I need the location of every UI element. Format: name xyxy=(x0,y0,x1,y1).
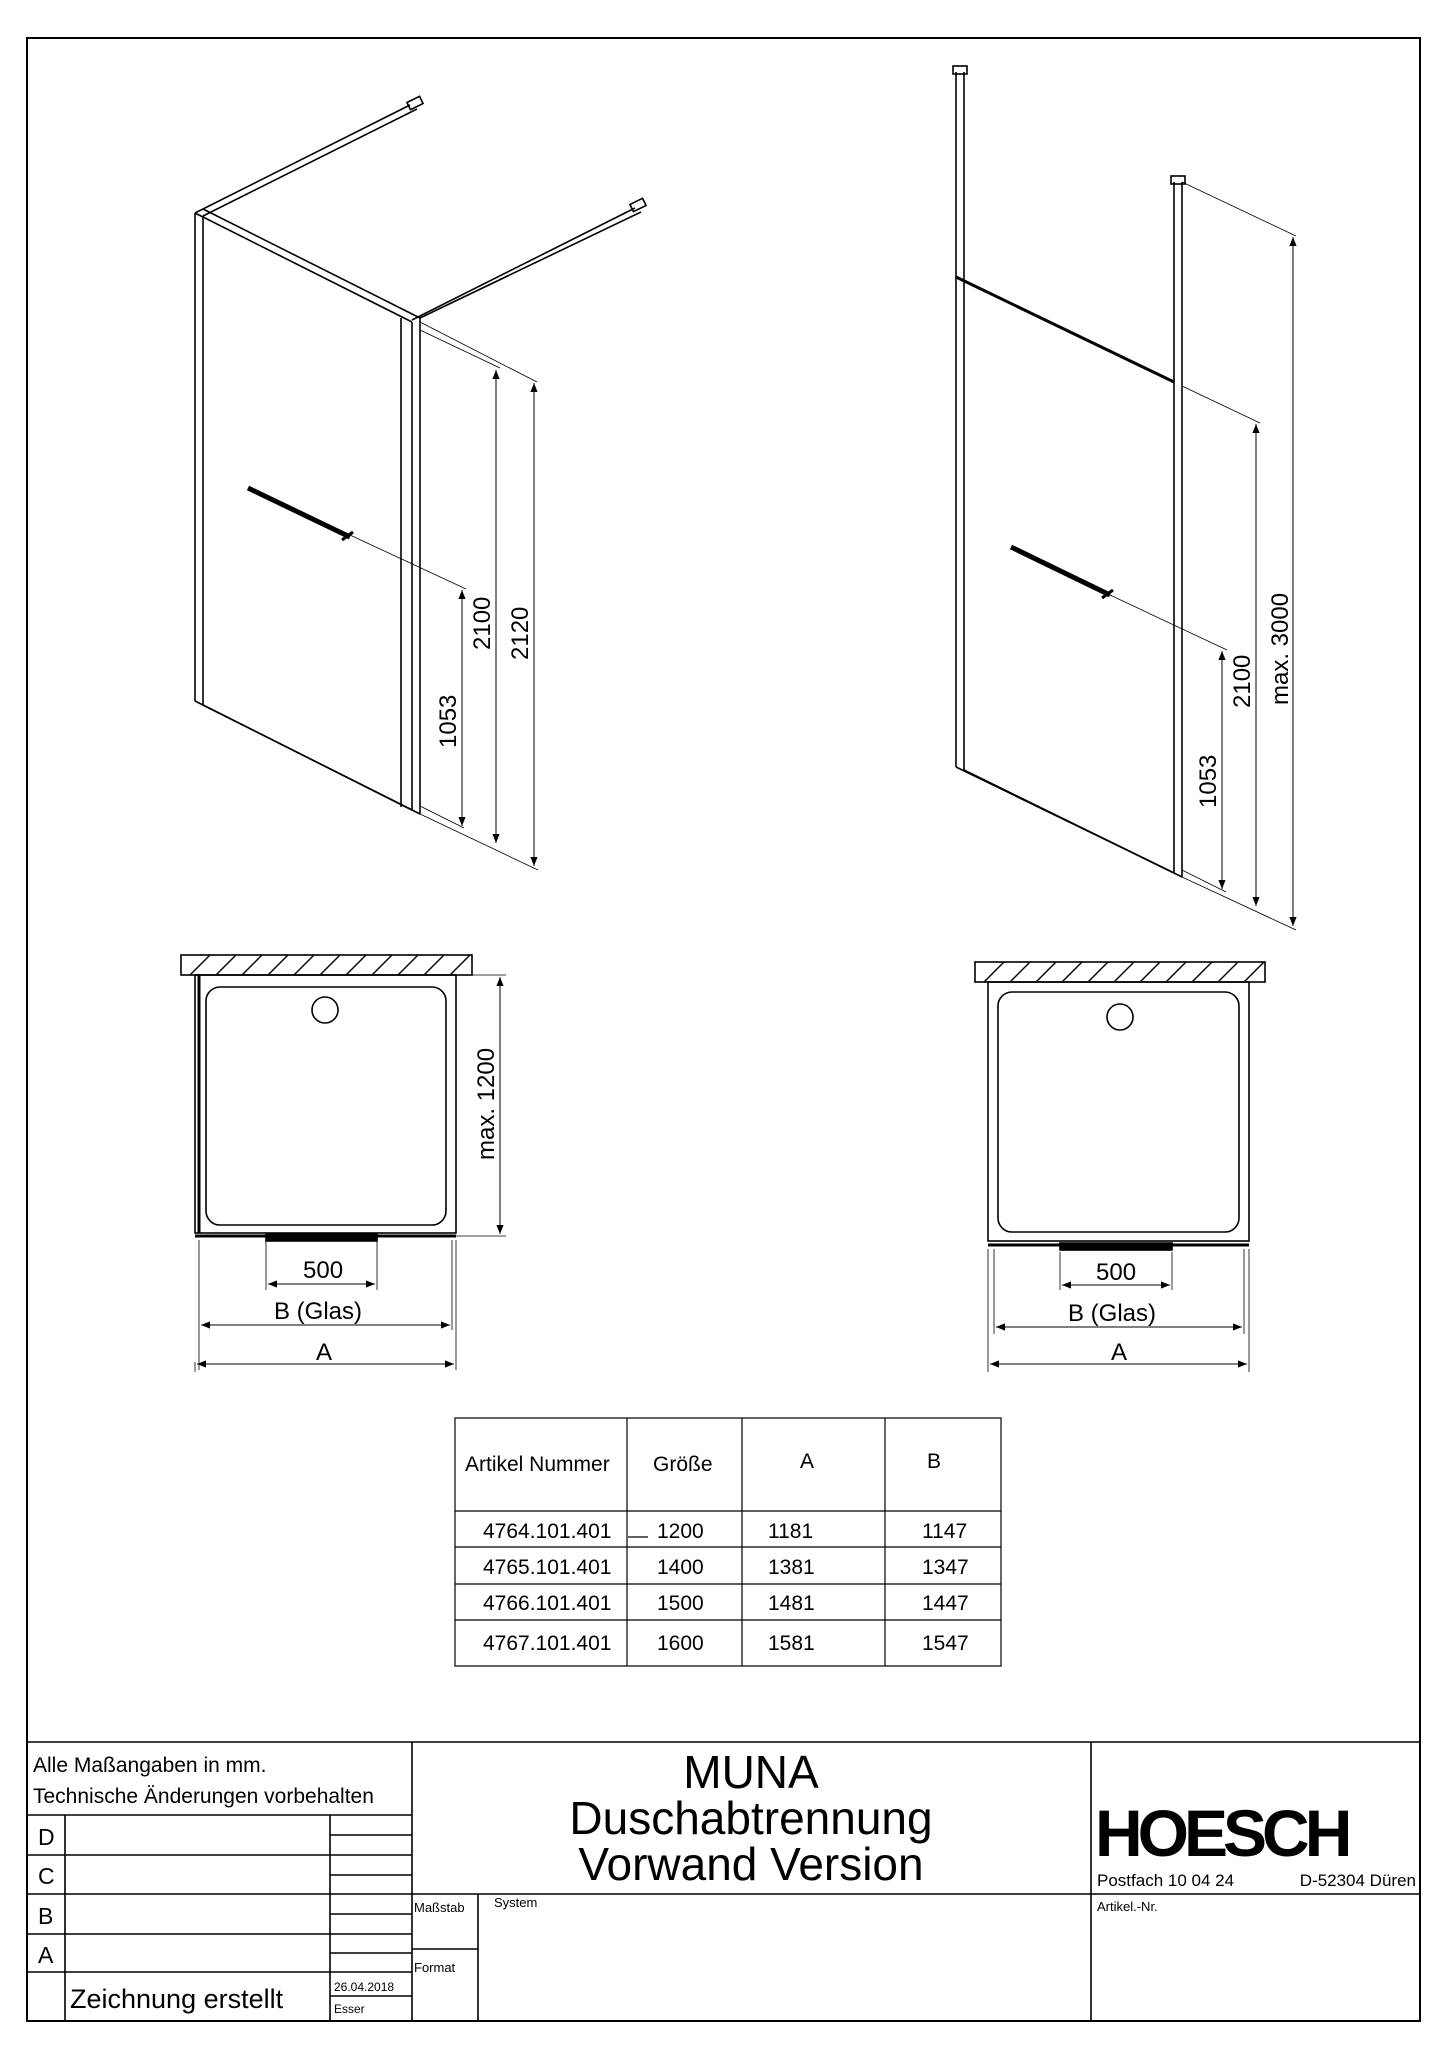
table-cell: 4765.101.401 xyxy=(483,1556,612,1579)
article-number-label: Artikel.-Nr. xyxy=(1097,1899,1158,1914)
title-type: Duschabtrennung xyxy=(569,1792,933,1844)
left-plan-dim-bar: 500 xyxy=(303,1257,344,1284)
table-cell: 4767.101.401 xyxy=(483,1632,612,1655)
table-header-article: Artikel Nummer xyxy=(465,1453,610,1476)
table-header-size: Größe xyxy=(653,1453,713,1476)
table-header-a: A xyxy=(800,1450,815,1473)
units-note: Alle Maßangaben in mm. xyxy=(33,1754,267,1777)
table-cell: 1481 xyxy=(768,1592,815,1615)
right-dim-glass-height: 2100 xyxy=(1229,654,1256,708)
system-label: System xyxy=(494,1895,538,1910)
format-label: Format xyxy=(414,1960,456,1975)
created-by: Esser xyxy=(334,2002,365,2016)
left-plan-dim-total-width: A xyxy=(316,1339,333,1366)
created-date: 26.04.2018 xyxy=(334,1980,395,1994)
left-iso-view xyxy=(195,96,646,870)
table-cell: 1347 xyxy=(922,1556,969,1579)
table-cell: 1581 xyxy=(768,1632,815,1655)
revision-b: B xyxy=(38,1903,54,1929)
article-table xyxy=(455,1418,1001,1666)
changes-note: Technische Änderungen vorbehalten xyxy=(33,1785,374,1808)
table-cell: 4766.101.401 xyxy=(483,1592,612,1615)
right-plan-dim-bar: 500 xyxy=(1096,1259,1137,1286)
left-dim-total-height: 2120 xyxy=(507,606,534,660)
revision-c: C xyxy=(38,1863,55,1889)
address-city: D-52304 Düren xyxy=(1299,1871,1416,1890)
left-dim-glass-height: 2100 xyxy=(469,596,496,650)
title-product: MUNA xyxy=(683,1746,819,1798)
table-cell: 4764.101.401 xyxy=(483,1520,612,1543)
table-cell: 1547 xyxy=(922,1632,969,1655)
table-cell: 1600 xyxy=(657,1632,704,1655)
scale-label: Maßstab xyxy=(414,1900,465,1915)
right-dim-total-height: max. 3000 xyxy=(1267,592,1294,705)
table-cell: 1181 xyxy=(768,1520,814,1543)
table-cell: 1147 xyxy=(922,1520,968,1543)
title-version: Vorwand Version xyxy=(578,1838,924,1890)
revision-d: D xyxy=(38,1824,55,1850)
created-label: Zeichnung erstellt xyxy=(70,1984,284,2014)
table-cell: 1381 xyxy=(768,1556,815,1579)
sheet-border xyxy=(27,38,1420,2021)
right-plan-dim-glass-width: B (Glas) xyxy=(1068,1300,1157,1327)
left-dim-handle-height: 1053 xyxy=(435,694,462,748)
table-cell: 1400 xyxy=(657,1556,704,1579)
table-cell: 1447 xyxy=(922,1592,969,1615)
left-plan-dim-glass-width: B (Glas) xyxy=(274,1298,363,1325)
table-cell: 1500 xyxy=(657,1592,704,1615)
table-header-b: B xyxy=(927,1450,942,1473)
brand-logo: HOESCH xyxy=(1095,1796,1348,1870)
table-cell: 1200 xyxy=(657,1520,704,1543)
right-dim-handle-height: 1053 xyxy=(1195,754,1222,808)
right-plan-dim-total-width: A xyxy=(1111,1339,1128,1366)
address-po: Postfach 10 04 24 xyxy=(1097,1871,1235,1890)
right-iso-view xyxy=(953,66,1296,930)
revision-a: A xyxy=(38,1942,54,1968)
left-plan-dim-depth: max. 1200 xyxy=(473,1047,500,1160)
